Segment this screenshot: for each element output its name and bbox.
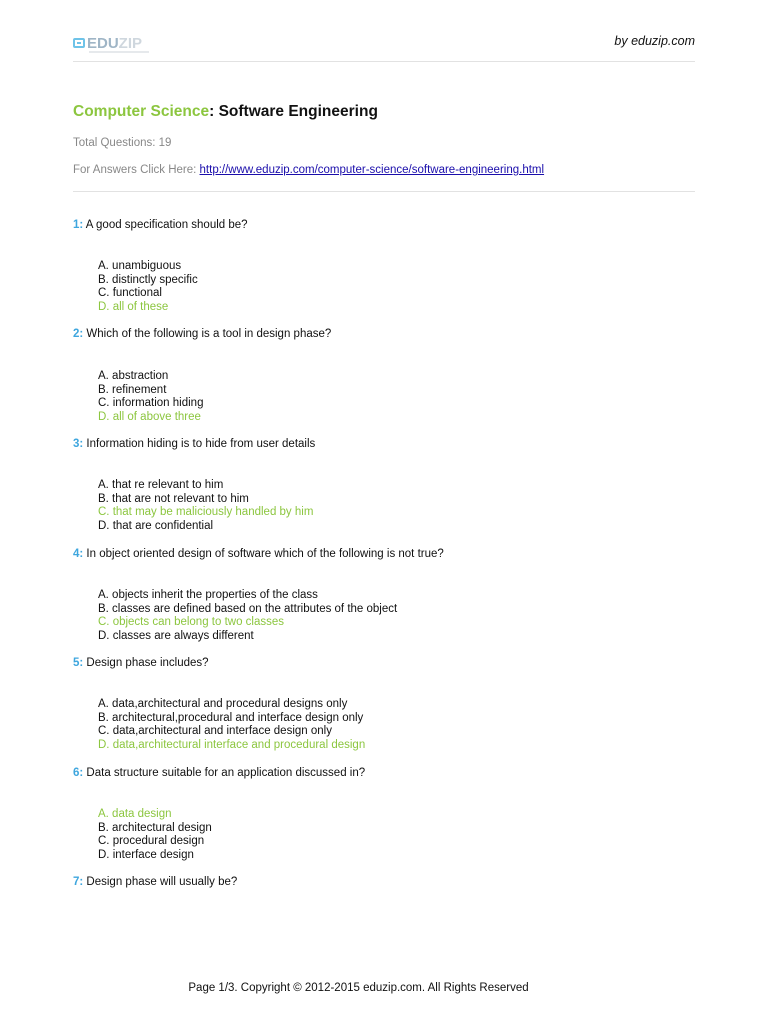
answer-option-correct: C. objects can belong to two classes — [98, 616, 285, 629]
header-divider — [73, 61, 695, 62]
question-text: Data structure suitable for an application discussed in? — [83, 767, 366, 779]
total-questions: Total Questions: 19 — [73, 137, 172, 149]
title-subject: Computer Science — [73, 103, 210, 120]
content-divider — [73, 191, 695, 192]
question-number: 1: — [73, 219, 84, 231]
answer-option-correct: D. data,architectural interface and procedural design — [98, 739, 366, 752]
answer-option: B. that are not relevant to him — [98, 492, 249, 505]
question-6 — [73, 767, 365, 779]
answer-options — [98, 260, 198, 315]
answer-option: C. data,architectural and interface design only — [98, 725, 332, 738]
answer-option: B. architectural design — [98, 821, 212, 834]
answer-option: D. that are confidential — [98, 520, 214, 533]
answer-options — [98, 589, 397, 644]
byline: by eduzip.com — [614, 34, 695, 48]
answer-options — [98, 808, 212, 863]
page-footer: Page 1/3. Copyright © 2012-2015 eduzip.com. All Rights Reserved — [188, 982, 529, 994]
question-number: 5: — [73, 657, 84, 669]
logo-mark-icon — [73, 38, 85, 48]
logo-text: EDUZIP — [87, 34, 143, 52]
question-number: 4: — [73, 548, 84, 560]
answers-link[interactable]: http://www.eduzip.com/computer-science/software-engineering.html — [199, 164, 545, 176]
answer-option: A. data,architectural and procedural designs only — [98, 698, 348, 710]
question-number: 7: — [73, 876, 84, 888]
answer-option: A. abstraction — [98, 370, 169, 382]
answer-option: D. interface design — [98, 849, 194, 862]
question-text: A good specification should be? — [83, 219, 248, 231]
question-text: Design phase includes? — [83, 657, 209, 669]
answer-option: C. procedural design — [98, 835, 205, 848]
answer-options — [98, 698, 365, 753]
answers-line — [73, 164, 544, 176]
eduzip-logo[interactable] — [73, 33, 165, 53]
answer-option: A. objects inherit the properties of the class — [98, 589, 318, 601]
question-4 — [73, 548, 444, 560]
answer-option-correct: D. all of these — [98, 301, 169, 314]
question-text: Information hiding is to hide from user details — [83, 438, 316, 450]
question-number: 3: — [73, 438, 84, 450]
question-3 — [73, 438, 315, 450]
answers-label: For Answers Click Here: — [73, 164, 200, 176]
answer-option: B. classes are defined based on the attributes of the object — [98, 602, 398, 615]
title-separator: : — [209, 103, 219, 120]
answer-option: C. functional — [98, 287, 162, 300]
question-5 — [73, 657, 209, 669]
question-text: Design phase will usually be? — [83, 876, 238, 888]
question-2 — [73, 328, 331, 340]
question-number: 6: — [73, 767, 84, 779]
answer-option-correct: A. data design — [98, 808, 172, 820]
answer-option: A. unambiguous — [98, 260, 182, 272]
page-title — [73, 103, 378, 121]
answer-option: C. information hiding — [98, 397, 204, 410]
logo-tagline — [89, 51, 149, 53]
answer-option-correct: C. that may be maliciously handled by him — [98, 506, 314, 519]
answer-option: B. refinement — [98, 383, 167, 396]
question-number: 2: — [73, 328, 84, 340]
question-text: Which of the following is a tool in design phase? — [83, 328, 332, 340]
answer-option: D. classes are always different — [98, 630, 254, 643]
answer-options — [98, 370, 203, 425]
question-text: In object oriented design of software which of the following is not true? — [83, 548, 444, 560]
question-1 — [73, 219, 248, 231]
answer-option-correct: D. all of above three — [98, 411, 201, 424]
title-topic: Software Engineering — [218, 103, 378, 120]
answer-option: A. that re relevant to him — [98, 479, 224, 491]
answer-option: B. distinctly specific — [98, 273, 198, 286]
answer-options — [98, 479, 313, 534]
question-7 — [73, 876, 237, 888]
answer-option: B. architectural,procedural and interface design only — [98, 711, 364, 724]
